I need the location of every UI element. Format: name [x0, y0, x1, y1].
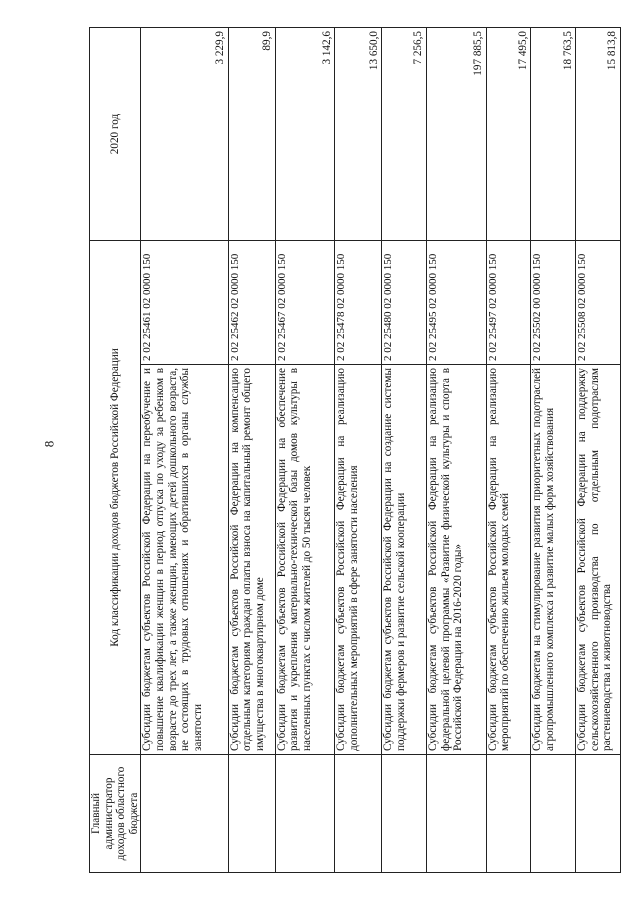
table-row	[141, 27, 228, 872]
admin-cell	[426, 755, 486, 873]
row-value: 3 142,6	[275, 27, 335, 240]
row-description: Субсидии бюджетам субъектов Российской Федерации на реализацию мероприятий по обеспечению жильем молодых семей	[486, 365, 531, 755]
row-description: Субсидии бюджетам субъектов Российской Федерации на реализацию федеральной целевой программы «Развитие физической культуры и спорта в Российской Федерации на 2016-2020 годы»	[426, 365, 486, 755]
table-row	[486, 27, 531, 872]
row-description: Субсидии бюджетам субъектов Российской Федерации на создание системы поддержки фермеров и развитие сельской кооперации	[382, 365, 427, 755]
admin-cell	[486, 755, 531, 873]
admin-cell	[275, 755, 335, 873]
row-value: 18 763,5	[531, 27, 576, 240]
row-code: 2 02 25502 00 0000 150	[531, 240, 576, 364]
admin-cell	[531, 755, 576, 873]
header-admin: Главный администратор доходов областного бюджета	[90, 755, 141, 873]
header-year: 2020 год	[90, 27, 141, 240]
table-row	[531, 27, 576, 872]
row-description: Субсидии бюджетам субъектов Российской Федерации на реализацию дополнительных мероприятий в сфере занятости населения	[335, 365, 382, 755]
table-row	[335, 27, 382, 872]
table-row	[275, 27, 335, 872]
revenue-table	[89, 27, 621, 873]
row-code: 2 02 25461 02 0000 150	[141, 240, 228, 364]
row-code: 2 02 25497 02 0000 150	[486, 240, 531, 364]
row-description: Субсидии бюджетам субъектов Российской Федерации на поддержку сельскохозяйственного производства по отдельным подотраслям растениеводства и животноводства	[576, 365, 621, 755]
row-description: Субсидии бюджетам на стимулирование развития приоритетных подотраслей агропромышленного комплекса и развитие малых форм хозяйствования	[531, 365, 576, 755]
page-number: 8	[41, 440, 57, 448]
admin-cell	[335, 755, 382, 873]
row-code: 2 02 25462 02 0000 150	[228, 240, 275, 364]
admin-cell	[141, 755, 228, 873]
rotated-document	[89, 28, 621, 873]
admin-cell	[228, 755, 275, 873]
row-code: 2 02 25480 02 0000 150	[382, 240, 427, 364]
table-row	[382, 27, 427, 872]
row-value: 13 650,0	[335, 27, 382, 240]
table-row	[576, 27, 621, 872]
row-value: 7 256,5	[382, 27, 427, 240]
row-description: Субсидии бюджетам субъектов Российской Федерации на компенсацию отдельным категориям граждан оплаты взноса на капитальный ремонт общего имущества в многоквартирном доме	[228, 365, 275, 755]
table-header-row	[90, 27, 141, 872]
row-code: 2 02 25495 02 0000 150	[426, 240, 486, 364]
admin-cell	[382, 755, 427, 873]
row-code: 2 02 25508 02 0000 150	[576, 240, 621, 364]
header-classification: Код классификации доходов бюджетов Российской Федерации	[90, 240, 141, 754]
row-description: Субсидии бюджетам субъектов Российской Федерации на обеспечение развития и укрепления материально-технической базы домов культуры в населенных пунктах с числом жителей до 50 тысяч человек	[275, 365, 335, 755]
row-value: 15 813,8	[576, 27, 621, 240]
row-value: 89,9	[228, 27, 275, 240]
row-code: 2 02 25478 02 0000 150	[335, 240, 382, 364]
row-code: 2 02 25467 02 0000 150	[275, 240, 335, 364]
table-row	[426, 27, 486, 872]
row-value: 17 495,0	[486, 27, 531, 240]
admin-cell	[576, 755, 621, 873]
row-value: 3 229,9	[141, 27, 228, 240]
row-description: Субсидии бюджетам субъектов Российской Федерации на переобучение и повышение квалификации женщин в период отпуска по уходу за ребенком в возрасте до трех лет, а также женщин, имеющих детей дошкольного возраста, не состоящих в трудовых отношениях и обратившихся в органы службы занятости	[141, 365, 228, 755]
row-value: 197 885,5	[426, 27, 486, 240]
table-row	[228, 27, 275, 872]
